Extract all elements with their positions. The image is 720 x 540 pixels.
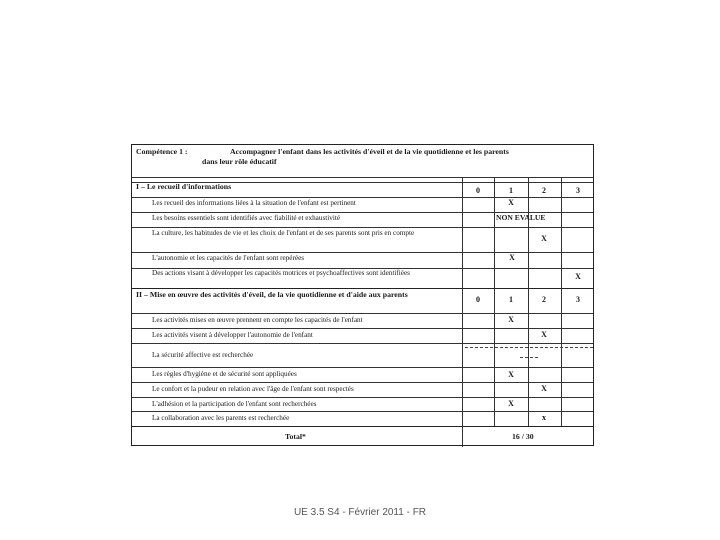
criterion-label: Les besoins essentiels sont identifiés avec fiabilité et exhaustivité [152, 214, 341, 222]
footer-caption: UE 3.5 S4 - Février 2011 - FR [293, 507, 427, 518]
score-mark: X [541, 234, 547, 243]
scale-3: 3 [576, 295, 580, 304]
criterion-label: Les activités mises en œuvre prennent en compte les capacités de l'enfant [152, 316, 363, 324]
criterion-label: Les recueil des informations liées à la situation de l'enfant est pertinent [152, 199, 356, 207]
scale-3: 3 [576, 186, 580, 195]
criterion-label: La sécurité affective est recherchée [152, 351, 254, 359]
criterion-label: L'autonomie et les capacités de l'enfant sont repérées [152, 254, 305, 262]
score-mark: X [508, 198, 514, 207]
competence-title-cont: dans leur rôle éducatif [202, 157, 277, 166]
grid-line [132, 328, 593, 329]
total-label: Total* [285, 432, 306, 441]
scale-0: 0 [476, 295, 480, 304]
score-mark: X [508, 370, 514, 379]
grid-line [132, 397, 593, 398]
criterion-label: L'adhésion et la participation de l'enfant sont recherchées [152, 400, 317, 408]
grid-line [132, 252, 593, 253]
section1-title: I – Le recueil d'informations [136, 182, 232, 191]
score-mark: X [541, 384, 547, 393]
score-mark: X [508, 315, 514, 324]
evaluation-grid [131, 144, 594, 446]
score-mark: X [541, 330, 547, 339]
grid-line [132, 227, 593, 228]
not-evaluated-badge: NON EVALUE [496, 213, 546, 222]
score-mark: X [508, 399, 514, 408]
criterion-label: La culture, les habitudes de vie et les choix de l'enfant et de ses parents sont pris en compte [152, 229, 415, 237]
score-mark: X [575, 272, 581, 281]
grid-line [462, 177, 463, 447]
criterion-label: Des actions visant à développer les capacités motrices et psychoaffectives sont identifiées [152, 269, 410, 277]
criterion-label: Le confort et la pudeur en relation avec l'âge de l'enfant sont respectés [152, 385, 354, 393]
grid-line [132, 411, 593, 412]
grid-line [132, 367, 593, 368]
grid-line [132, 313, 593, 314]
criterion-label: Les activités visent à développer l'autonomie de l'enfant [152, 331, 313, 339]
scale-1: 1 [509, 295, 513, 304]
grid-line [132, 197, 593, 198]
grid-line [132, 288, 593, 289]
grid-line [132, 382, 593, 383]
competence-title: Accompagner l'enfant dans les activités d'éveil et de la vie quotidienne et les parents [230, 147, 509, 156]
criterion-label: La collaboration avec les parents est recherchée [152, 414, 290, 422]
competence-label: Compétence 1 : [136, 147, 188, 156]
scale-1: 1 [509, 186, 513, 195]
criterion-label: Les règles d'hygiène et de sécurité sont appliquées [152, 370, 297, 378]
grid-line [561, 177, 562, 426]
dashed-line [520, 357, 538, 358]
scale-2: 2 [542, 295, 546, 304]
grid-line [494, 177, 495, 426]
score-mark: x [542, 413, 546, 422]
scale-2: 2 [542, 186, 546, 195]
score-mark: X [509, 253, 515, 262]
grid-line [132, 177, 593, 178]
section2-title: II – Mise en œuvre des activités d'éveil, de la vie quotidienne et d'aide aux parents [136, 290, 408, 299]
grid-line [132, 426, 593, 427]
total-score: 16 / 30 [512, 432, 534, 441]
grid-line [132, 343, 593, 344]
dashed-line [465, 347, 593, 348]
scale-0: 0 [476, 186, 480, 195]
